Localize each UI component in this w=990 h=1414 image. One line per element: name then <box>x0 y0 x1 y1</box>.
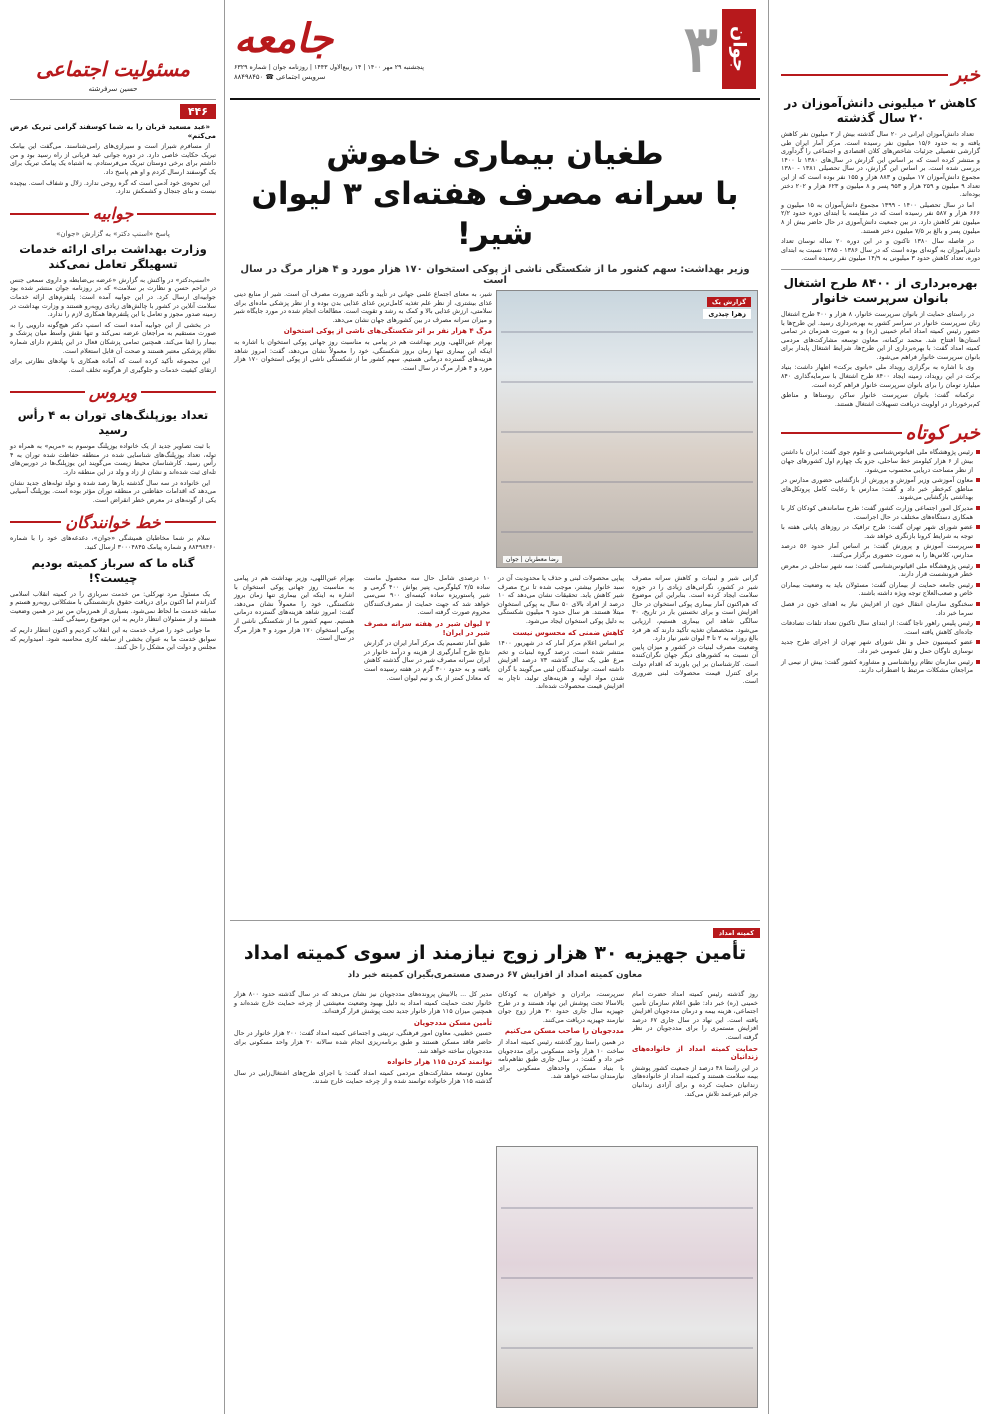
photo-credit: رضا معطریان | جوان <box>503 556 562 563</box>
story-paragraph: وضعیت مصرف لبنیات در کشور و میزان پایین آن نسبت به کشورهای دیگر جهان نگران‌کننده است. کارشناسان بر این باورند که اقدام دولت برای کنترل قیمت محصولات لبنی ضروری است. <box>632 642 758 686</box>
reply-section-tag <box>10 202 216 226</box>
story1-body <box>781 130 980 263</box>
short-news-list <box>781 448 980 674</box>
brand-group <box>684 9 756 89</box>
virus-tag-text: ویروس <box>88 382 138 402</box>
virus-headline: تعداد یوزپلنگ‌های توران به ۴ رأس رسید <box>17 408 209 438</box>
short-news-item: عضو کمیسیون حمل و نقل شورای شهر تهران از اجرای طرح جدید نوسازی ناوگان حمل و نقل عمومی خبر داد. <box>781 638 980 655</box>
short-news-item: سرپرست آموزش و پرورش گفت: بر اساس آمار حدود ۵۶ درصد مدارس، کلاس‌ها را به صورت حضوری برگزار می‌کنند. <box>781 542 980 559</box>
story1-paragraph: اما در سال تحصیلی ۱۴۰۰ - ۱۳۹۹ مجموع دانش‌آموزان به ۱۵ میلیون و ۶۶۶ هزار و ۵۸۷ نفر رسیده است که در مقایسه با ابتدای دوره حدود ۲/۲ میلیون نفر کاهش دارد. در بین جمعیت دانش‌آموزی در حال حاضر بیش از ۸ میلیون پسر و بالغ بر ۷/۵ میلیون دختر هستند. <box>781 200 980 235</box>
story2-paragraph: وی با اشاره به برگزاری رویداد ملی «بانوی برکت» اظهار داشت: بنیاد برکت در این رویداد، زمینه ایجاد ۸۴۰۰ طرح اشتغال با سرمایه‌گذاری ۸۴۰ میلیارد تومان را برای بانوان سرپرست خانوار فراهم کرده است. <box>781 363 980 389</box>
readers-headline: گناه ما که سرباز کمیته بودیم چیست؟! <box>31 555 195 585</box>
short-news-item: رئیس پژوهشگاه ملی اقیانوس‌شناسی گفت: سه شهر ساحلی در معرض خطر فرونشست قرار دارند. <box>781 562 980 579</box>
second-subheadline: معاون کمیته امداد از افزایش ۶۷ درصدی مستمری‌بگیران کمیته خبر داد <box>347 970 643 980</box>
second-story-col3 <box>632 990 758 1140</box>
short-news-tag <box>781 418 980 448</box>
story-subhead: کاهش ضمنی که محسوس نیست <box>512 628 624 637</box>
readers-intro-text: سلام بر شما مخاطبان همیشگی «جوان»، دغدغه‌های خود را با شماره ۸۸۴۹۸۴۶۰ و شماره پیامک ۳۰۰۰۴۸۴۵ ارسال کنید. <box>10 534 216 552</box>
story-paragraph: شیر، به معنای اجتماع علمی جهانی در تأیید و تأکید ضرورت مصرف آن است. شیر از منابع دینی غذای بیشتری، از نظر علم تغذیه کامل‌ترین غذای غذایی بدن بوده و از نظر پزشکی ماده‌ای برای سلامتی، ارزش غذایی بالا و کمک به رشد و تقویت است. مطالعات انجام شده در مورد جایگاه شیر و میزان سرانه مصرف در بین کشورهای جهان نشان می‌دهد. <box>234 290 492 324</box>
story-paragraph: بهرام عین‌اللهی، وزیر بهداشت هم در پیامی به مناسبت روز جهانی پوکی استخوان با اشاره به اینکه این بیماری تنها زمان بروز شکستگی، خود را معمولاً نشان می‌دهد، گفت: امروز شاهد هزینه‌های گسترده درمانی هستیم. سهم کشور ما از شکستگی ناشی از پوکی استخوان ۱۷۰ هزار مورد و ۴ هزار مرگ در سال است. <box>234 574 354 643</box>
column-body <box>10 123 216 196</box>
reply-paragraph: در بخشی از این جوابیه آمده است که اسنپ دکتر هیچ‌گونه دارویی را به صورت مستقیم به مراجعان عرضه نمی‌کند و تنها نقش واسط میان پزشک و بیمار را ایفا می‌کند. همچنین تمامی پزشکان فعال در این پلتفرم دارای شماره نظام پزشکی معتبر هستند و صحت آن قابل استعلام است. <box>10 320 216 355</box>
story-paragraph: بهرام عین‌اللهی، وزیر بهداشت هم در پیامی به مناسبت روز جهانی پوکی استخوان با اشاره به اینکه این بیماری تنها زمان بروز شکستگی، خود را معمولاً نشان می‌دهد، گفت: امروز شاهد هزینه‌های گسترده درمانی هستیم. سهم کشور ما از شکستگی ناشی از پوکی استخوان ۱۷۰ هزار مورد و ۴ هزار مرگ در سال است. <box>234 337 492 372</box>
tag-divider <box>10 391 85 393</box>
story-paragraph: معاون توسعه مشارکت‌های مردمی کمیته امداد گفت: با اجرای طرح‌های اشتغال‌زایی در سال گذشته ۱۱۵ هزار خانواده توانمند شده و از چرخه حمایت خارج شدند. <box>234 1068 492 1086</box>
right-column <box>768 0 990 1414</box>
story-paragraph: طبق آمار تصمیم یک مرکز آمار ایران در گزارش نتایج طرح آمارگیری از هزینه و درآمد خانوار در ایران سرانه مصرف شیر در سال گذشته کاهش یافته و به حدود ۳۰۰ گرم در هفته رسیده است که معادل کمتر از یک و نیم لیوان است. <box>364 639 490 682</box>
story1-paragraph: تعداد دانش‌آموزان ایرانی در ۲۰ سال گذشته بیش از ۲ میلیون نفر کاهش یافته و به حدود ۱۵/۶ میلیون نفر رسیده است. مرکز آمار ایران طی گزارشی تفصیلی جزئیات شاخص‌های کلان اقتصادی و اجتماعی را گردآوری و منتشر کرده است که بر اساس این گزارش در سال‌های ۱۳۸۰ تا ۱۴۰۰ بررسی شده است. بر اساس این گزارش، در سال تحصیلی ۱۳۸۱ - ۱۳۸۰ مجموع دانش‌آموزان ۱۷ میلیون و ۸۸۳ هزار و ۱۵۵ نفر بوده است که از این تعداد ۹ میلیون و ۲۵۹ هزار و ۹۵۳ پسر و ۸ میلیون و ۶۲۳ هزار و ۲۰۲ دختر بوده‌اند. <box>781 130 981 199</box>
short-news-item: رئیس جامعه حمایت از بیماران گفت: مسئولان باید به وضعیت بیماران خاص و صعب‌العلاج توجه ویژه داشته باشند. <box>781 581 980 598</box>
masthead-info <box>234 14 684 81</box>
virus-section-tag <box>10 380 216 404</box>
headline-line: با سرانه مصرف هفته‌ای ۳ لیوان شیر! <box>251 176 739 252</box>
main-subheadline: وزیر بهداشت: سهم کشور ما از شکستگی ناشی از پوکی استخوان ۱۷۰ هزار مورد و ۴ هزار مرگ در سال است <box>240 264 750 286</box>
story-paragraph: روز گذشته رئیس کمیته امداد حضرت امام خمینی (ره) خبر داد: طبق اعلام سازمان تأمین اجتماعی، هزینه بیمه و درمان مددجویان افزایش یافته است. این نهاد در سال جاری ۶۷ درصد افزایش مستمری را برای مددجویان در نظر گرفته است. <box>632 990 758 1041</box>
main-headline <box>230 134 760 254</box>
page-badge: ۴۴۶ <box>180 104 216 119</box>
story2-paragraph: در راستای حمایت از بانوان سرپرست خانوار، ۸ هزار و ۴۰۰ طرح اشتغال زنان سرپرست خانوار در سراسر کشور به بهره‌برداری رسید. این طرح‌ها با حضور رئیس کمیته امداد امام خمینی (ره) و به صورت همزمان در تمامی استان‌ها افتتاح شد. محمد ترکمانه، معاون توسعه مشارکت‌های مردمی کمیته امداد گفت: با بهره‌برداری از این طرح‌ها، شرایط اشتغال پایدار برای بانوان سرپرست خانوار فراهم می‌شود. <box>781 309 980 361</box>
main-story-col1b <box>234 574 354 912</box>
report-author: زهرا چیذری <box>703 309 751 319</box>
reply-headline: وزارت بهداشت برای ارائه خدمات تسهیلگر تعامل نمی‌کند <box>19 241 207 271</box>
page-masthead <box>230 0 760 100</box>
readers-body <box>10 590 216 652</box>
main-story-col1 <box>234 290 492 568</box>
main-story-photo <box>496 290 758 568</box>
tag-divider <box>137 213 216 215</box>
date-line: پنجشنبه ۲۹ مهر ۱۴۰۰ | ۱۴ ربیع‌الاول ۱۴۴۳ | روزنامه جوان | شماره ۶۳۲۹ <box>234 63 425 71</box>
virus-paragraph: با ثبت تصاویر جدید از یک خانواده یوزپلنگ موسوم به «مریم» به همراه دو توله، تعداد یوزپلنگ‌های شناسایی شده در منطقه حفاظت شده توران به ۴ رأس رسید. کارشناسان محیط زیست می‌گویند این یوزپلنگ‌ها در دوربین‌های تله‌ای ثبت شده‌اند و نشان از زاد و ولد در این منطقه دارد. <box>10 442 216 477</box>
reply-paragraph: این مجموعه تأکید کرده است که آماده همکاری با نهادهای نظارتی برای ارتقای کیفیت خدمات و جلوگیری از هرگونه تخلف است. <box>10 357 216 374</box>
headline-line: طغیان بیماری خاموش <box>326 136 664 172</box>
short-news-item: معاون آموزشی وزیر آموزش و پرورش از بازگشایی حضوری مدارس در مناطق کم‌خطر خبر داد و گفت: مدارس با رعایت کامل پروتکل‌های بهداشتی بازگشایی می‌شوند. <box>781 476 980 502</box>
story-paragraph: بر اساس اعلام مرکز آمار که در شهریور ۱۴۰۰ منتشر شده است، درصد گروه لبنیات و تخم مرغ طی یک سال گذشته ۷۳ درصد افزایش داشته است. تولیدکنندگان لبنی می‌گویند با گران شدن مواد اولیه و هزینه‌های تولید، ناچار به افزایش قیمت محصولات شده‌اند. <box>498 639 624 691</box>
story2-paragraph: ترکمانه گفت: بانوان سرپرست خانوار ساکن روستاها و مناطق کم‌برخوردار در اولویت دریافت تسهیلات اشتغال هستند. <box>781 391 980 408</box>
news-section-tag <box>781 60 980 90</box>
short-news-item: رئیس پژوهشگاه ملی اقیانوس‌شناسی و علوم جوی گفت: ایران با داشتن بیش از ۶ هزار کیلومتر خط ساحلی، جزو یک چهارم اول کشورهای جهان از نظر مساحت دریایی محسوب می‌شود. <box>781 448 980 474</box>
service-line: سرویس اجتماعی ☎ ۸۸۴۹۸۴۵۰ <box>234 72 326 81</box>
second-story-col1 <box>234 990 492 1410</box>
section-title: جامعه <box>234 14 334 62</box>
story-subhead: حمایت کمیته امداد از خانواده‌های زندانیان <box>632 1044 758 1062</box>
story-paragraph: در این راستا ۴۸ درصد از جمعیت کشور پوشش بیمه سلامت هستند و کمیته امداد از خانواده‌های زندانیان حمایت کرده و برای آزادی زندانیان جرائم غیرعمد تلاش می‌کند. <box>632 1063 758 1098</box>
story-paragraph: ۱۰ درصدی شامل حال سه محصول ماست ساده ۲/۵ کیلوگرمی، پنیر یواش ۴۰۰ گرمی و شیر پاستوریزه ساده کیسه‌ای ۹۰۰ سی‌سی خواهد شد که جهت حمایت از مصرف‌کنندگان محروم صورت گرفته است. <box>364 574 491 617</box>
column-author: حسین سرفرشته <box>88 85 138 93</box>
left-column <box>0 0 225 1414</box>
readers-paragraph: یک مسئول مرد نهرکلی: من خدمت سربازی را در کمیته انقلاب اسلامی گذراندم اما اکنون برای دریافت حقوق بازنشستگی با مشکلاتی روبه‌رو هستم و سابقه خدمت ما لحاظ نمی‌شود. بسیاری از همرزمان من نیز در همین وضعیت هستند و از مسئولان انتظار داریم به این موضوع رسیدگی کنند. <box>10 589 216 624</box>
readers-tag-text: خط خوانندگان <box>65 512 161 532</box>
second-story-col2 <box>498 990 624 1140</box>
story-paragraph: گرانی شیر و لبنیات و کاهش سرانه مصرف شیر در کشور، نگرانی‌های زیادی را در حوزه سلامت ایجاد کرده است. بنابراین این موضوع که هم‌اکنون آمار بیماری پوکی استخوان در حال افزایش است و برای نخستین بار در تاریخ، ۳۰ سالگی شاهد این بیماری هستیم، ارزیابی می‌شود. متخصصان تغذیه تأکید دارند که هر فرد بالغ روزانه به ۲ تا ۳ لیوان شیر نیاز دارد. <box>632 574 758 643</box>
story-paragraph: در همین راستا روز گذشته رئیس کمیته امداد از ساخت ۱۰ هزار واحد مسکونی برای مددجویان خبر داد و گفت: در سال جاری طبق تفاهم‌نامه با بنیاد مسکن، واحدهای مسکونی برای نیازمندان ساخته خواهد شد. <box>498 1037 624 1081</box>
story2-headline: بهره‌برداری از ۸۴۰۰ طرح اشتغال بانوان سرپرست خانوار <box>783 275 978 305</box>
main-story-col2 <box>364 574 490 912</box>
main-story-col3 <box>498 574 624 912</box>
story-subhead: مددجویان را صاحب مسکن می‌کنیم <box>504 1027 624 1036</box>
divider <box>781 269 980 270</box>
left-masthead <box>10 0 216 100</box>
story-paragraph: پیاپی محصولات لبنی و حذف یا محدودیت آن در سبد خانوار بیشتر، موجب شده تا نرخ مصرف شیر کاهش یابد. تحقیقات نشان می‌دهد که ۱۰ درصد از افراد بالای ۵۰ سال به پوکی استخوان مبتلا هستند. هر سال حدود ۹ میلیون شکستگی به دلیل پوکی استخوان ایجاد می‌شود. <box>498 574 624 625</box>
short-news-tag-text: خبر کوتاه <box>905 422 980 445</box>
reply-body <box>10 276 216 375</box>
tag-divider <box>781 432 902 434</box>
story-subhead: تأمین مسکن مددجویان <box>413 1018 492 1027</box>
news-tag-text: خبر <box>952 64 980 86</box>
main-story-col4 <box>632 574 758 912</box>
column-paragraph: این تحوه‌ی خود آدمی است که گره روحی ندارد. زلال و شفاف است. بیچیده نیست و بنای جنجال و کشمکش ندارد. <box>10 178 216 196</box>
page-badge-wrap <box>10 104 216 119</box>
story-subhead: توانمند کردن ۱۱۵ هزار خانواده <box>387 1058 492 1067</box>
story1-headline: کاهش ۲ میلیونی دانش‌آموزان در ۲۰ سال گذشته <box>784 96 977 125</box>
short-news-item: مدیرکل امور اجتماعی وزارت کشور گفت: طرح ساماندهی کودکان کار با همکاری دستگاه‌های مختلف در حال اجراست. <box>781 504 980 521</box>
center-column <box>230 0 760 1414</box>
second-headline: تأمین جهیزیه ۳۰ هزار زوج نیازمند از سوی کمیته امداد <box>243 942 747 964</box>
virus-paragraph: این خانواده در سه سال گذشته بارها رصد شده و تولد توله‌های جدید نشان می‌دهد که اقدامات حفاظتی در منطقه توران مؤثر بوده است. یوزپلنگ آسیایی یکی از گونه‌های در معرض خطر انقراض است. <box>10 478 216 504</box>
tag-divider <box>165 521 216 523</box>
story1-paragraph: در فاصله سال ۱۳۸۰ تاکنون و در این دوره ۲۰ ساله نوسان تعداد دانش‌آموزان به گونه‌ای بوده است که در سال ۱۳۸۶ - ۱۳۸۵ نسبت به ابتدای دوره، تعداد کاهش حدود ۳ میلیونی به ۱۴/۹ میلیون نفر رسیده است. <box>781 237 980 263</box>
relief-tag: کمیته امداد <box>713 928 760 938</box>
column-title: مسئولیت اجتماعی <box>36 57 190 81</box>
story-subhead: مرگ ۴ هزار نفر بر اثر شکستگی‌های ناشی از پوکی استخوان <box>283 327 492 336</box>
reply-paragraph: «اسنپ‌دکتر» در واکنش به گزارش «عرضه بی‌ضابطه و داروی سمعی جنس در تراحم حسن و نظارت بر سلامت» که در روزنامه جوان منتشر شده بود جوابیه‌ای ارسال کرد. در این جوابیه آمده است: پلتفرم‌های ارائه خدمات سلامت آنلاین در کشور با چالش‌های زیادی روبه‌رو هستند و وزارت بهداشت در زمینه صدور مجوز و تعامل با این پلتفرم‌ها همکاری لازم را ندارد. <box>10 275 216 319</box>
story-subhead: ۲ لیوان شیر در هفته سرانه مصرف شیر در ایران! <box>364 619 490 637</box>
tag-divider <box>141 391 216 393</box>
column-paragraph: از مسافرم شیراز است و سیرازی‌های رامی‌شناسند. می‌گفت این بیامک تبریک حکایت خاصی دارد. در دوره جوانی عید قربانی از راه رسید بود و من داشتم برای برخی دوستان تبریک می‌فرستادم. به اشتباه یک پیامک تبریک برای یک گوسفند ارسال کردم و او هم پاسخ داد. <box>10 142 216 176</box>
short-news-item: رئیس سازمان نظام روانشناسی و مشاوره کشور گفت: بیش از نیمی از مراجعان مشکلات مرتبط با اضطراب دارند. <box>781 658 980 675</box>
story-divider <box>230 920 760 921</box>
readers-paragraph: ما جوانی خود را صرف خدمت به این انقلاب کردیم و اکنون انتظار داریم که سوابق خدمت ما به عنوان بخشی از سابقه کاری محاسبه شود. امیدواریم که مجلس و دولت این مشکل را حل کنند. <box>10 626 216 652</box>
story-paragraph: حسین خطیبی، معاون امور فرهنگی، تربیتی و اجتماعی کمیته امداد گفت: ۲۰۰ هزار خانوار در حال حاضر فاقد مسکن هستند و طبق برنامه‌ریزی انجام شده سالانه ۲۰ هزار واحد مسکونی برای مددجویان ساخته خواهد شد. <box>234 1029 493 1055</box>
column-intro: «عبد مسعید قربان را به شما کوسفند گرامی تبریک عرض می‌کنم» <box>10 123 216 140</box>
story2-body <box>781 310 980 409</box>
tag-divider <box>10 521 61 523</box>
reply-kicker: پاسخ «اسنپ دکتر» به گزارش «جوان» <box>56 229 170 238</box>
page-number: ۳ <box>683 11 718 87</box>
short-news-item: عضو شورای شهر تهران گفت: طرح ترافیک در روزهای پایانی هفته با توجه به شرایط کرونا بازنگری خواهد شد. <box>781 523 980 540</box>
short-news-item: سخنگوی سازمان انتقال خون از افزایش نیاز به اهدای خون در فصل سرما خبر داد. <box>781 600 980 617</box>
reply-tag-text: جوابیه <box>92 204 134 224</box>
dowry-photo <box>496 1146 758 1408</box>
readers-section-tag <box>10 510 216 534</box>
short-news-item: رئیس پلیس راهور ناجا گفت: از ابتدای سال تاکنون تعداد تلفات تصادفات جاده‌ای کاهش یافته است. <box>781 619 980 636</box>
virus-body <box>10 442 216 504</box>
tag-divider <box>781 74 948 76</box>
report-tag: گزارش یک <box>707 297 751 307</box>
brand-logo: جوان <box>722 9 756 89</box>
story-paragraph: مدیر کل ... بالابیش پرونده‌های مددجویان نیز نشان می‌دهد که در سال گذشته حدود ۸۰۰ هزار خانوار تحت حمایت کمیته امداد به دلیل بهبود وضعیت معیشتی از چرخه حمایت خارج شده‌اند و همچنین میزان ۱۱۵ هزار خانوار جدید تحت پوشش قرار گرفته‌اند. <box>234 990 492 1016</box>
tag-divider <box>10 213 89 215</box>
readers-intro <box>10 534 216 551</box>
story-paragraph: سرپرست، برادران و خواهران به کودکان بالاسالا تحت پوشش این نهاد هستند و در طرح جهیزیه سال جاری حدود ۳۰ هزار زوج جوان نیازمند جهیزیه دریافت می‌کنند. <box>498 990 624 1024</box>
